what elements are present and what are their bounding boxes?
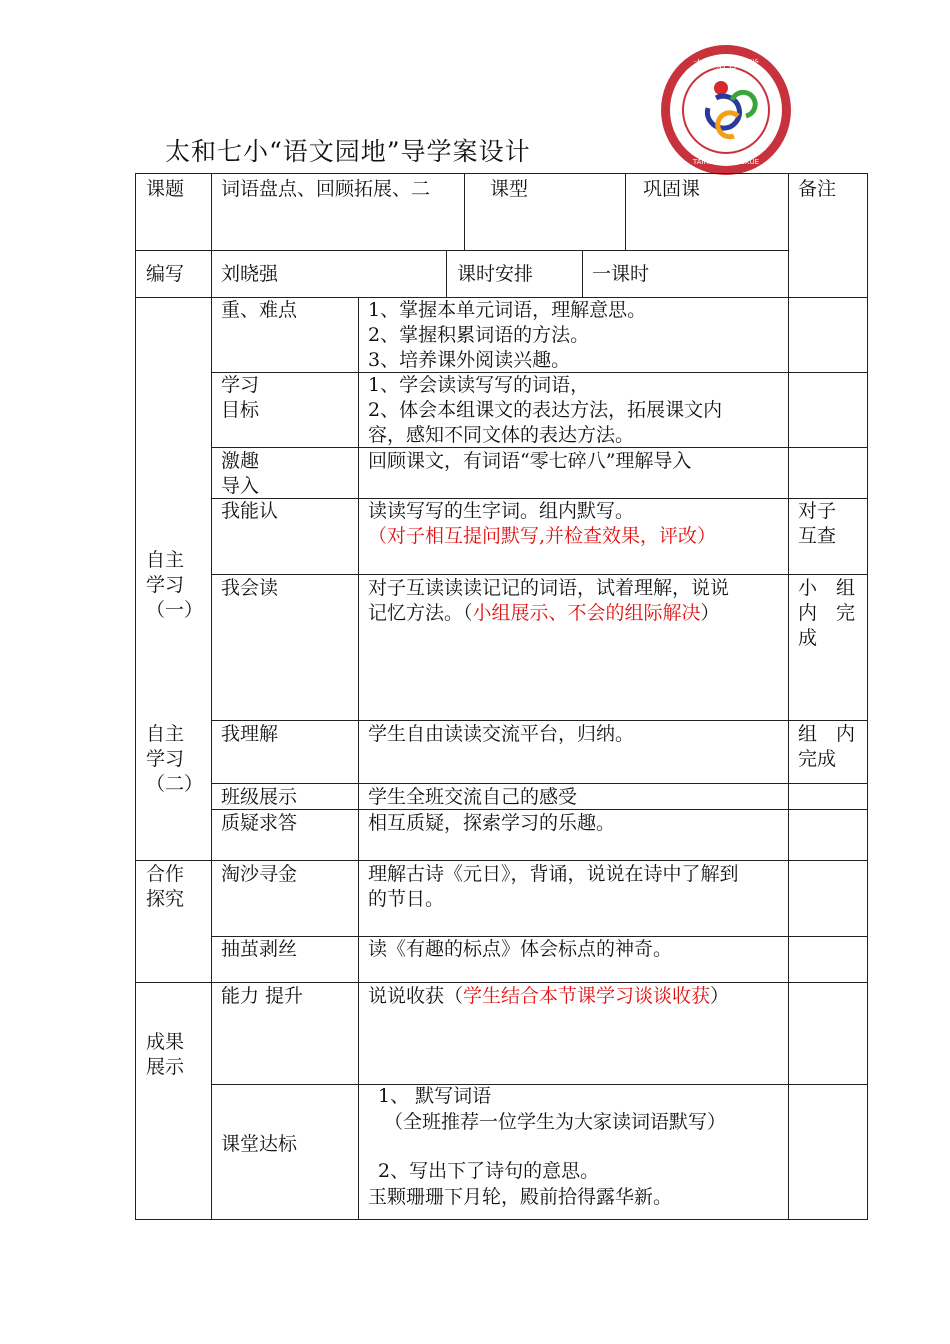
read-text: 对子互读读读记记的词语，试着理解，说说 记忆方法。（小组展示、不会的组际解决） <box>368 577 730 624</box>
hours-value: 一课时 <box>592 263 650 285</box>
intro-label: 激趣 导入 <box>221 450 260 497</box>
svg-text:TAIHEDIQIXIAOXUE: TAIHEDIQIXIAOXUE <box>692 158 760 166</box>
peel-label: 抽茧剥丝 <box>221 938 298 960</box>
remark-label: 备注 <box>798 178 837 200</box>
svg-text:太和第七小学: 太和第七小学 <box>693 58 759 71</box>
key-points-label: 重、难点 <box>221 299 298 321</box>
class-goal-poem: 玉颗珊珊下月轮，殿前拾得露华新。 <box>368 1186 673 1208</box>
understand-note: 组 内 完成 <box>798 723 856 770</box>
author-value: 刘晓强 <box>221 263 279 285</box>
ability-label: 能力 提升 <box>221 985 304 1007</box>
read-note: 小 组 内 完 成 <box>798 577 856 649</box>
school-logo <box>658 42 794 178</box>
gold-label: 淘沙寻金 <box>221 863 298 885</box>
class-show-label: 班级展示 <box>221 786 298 808</box>
ability-text: 说说收获（学生结合本节课学习谈谈收获） <box>368 985 730 1007</box>
question-text: 相互质疑，探索学习的乐趣。 <box>368 812 616 834</box>
hours-label: 课时安排 <box>457 263 534 285</box>
goals-text: 1、学会读读写写的词语， 2、体会本组课文的表达方法，拓展课文内 容，感知不同文体的表达方法。 <box>368 374 723 446</box>
class-goal-label: 课堂达标 <box>221 1133 298 1155</box>
gold-text: 理解古诗《元日》，背诵，说说在诗中了解到 的节日。 <box>368 863 739 910</box>
intro-text: 回顾课文，有词语“零七碎八”理解导入 <box>368 450 692 472</box>
topic-label: 课题 <box>146 178 185 200</box>
section-self-study-2: 自主 学习 （二） <box>146 723 204 795</box>
read-label: 我会读 <box>221 577 279 599</box>
recognize-note: 对子 互查 <box>798 500 837 547</box>
understand-text: 学生自由读读交流平台，归纳。 <box>368 723 635 745</box>
class-goal-item-2: 2、写出下了诗句的意思。 <box>378 1160 600 1182</box>
type-label: 课型 <box>490 178 529 200</box>
class-goal-item-1-note: （全班推荐一位学生为大家读词语默写） <box>384 1111 727 1133</box>
section-cooperation: 合作 探究 <box>146 863 185 910</box>
author-label: 编写 <box>146 263 185 285</box>
class-goal-item-1: 1、 默写词语 <box>378 1085 492 1107</box>
recognize-text: 读读写写的生字词。组内默写。 （对子相互提问默写,并检查效果，评改） <box>368 500 717 547</box>
type-value: 巩固课 <box>643 178 701 200</box>
section-self-study-1: 自主 学习 （一） <box>146 549 204 621</box>
recognize-label: 我能认 <box>221 500 279 522</box>
section-results: 成果 展示 <box>146 1031 185 1078</box>
goals-label: 学习 目标 <box>221 374 260 421</box>
class-show-text: 学生全班交流自己的感受 <box>368 786 578 808</box>
page-title: 太和七小“语文园地”导学案设计 <box>165 137 531 166</box>
understand-label: 我理解 <box>221 723 279 745</box>
topic-value: 词语盘点、回顾拓展、二 <box>221 178 431 200</box>
key-points-text: 1、掌握本单元词语，理解意思。 2、掌握积累词语的方法。 3、培养课外阅读兴趣。 <box>368 299 647 371</box>
question-label: 质疑求答 <box>221 812 298 834</box>
peel-text: 读《有趣的标点》体会标点的神奇。 <box>368 938 673 960</box>
